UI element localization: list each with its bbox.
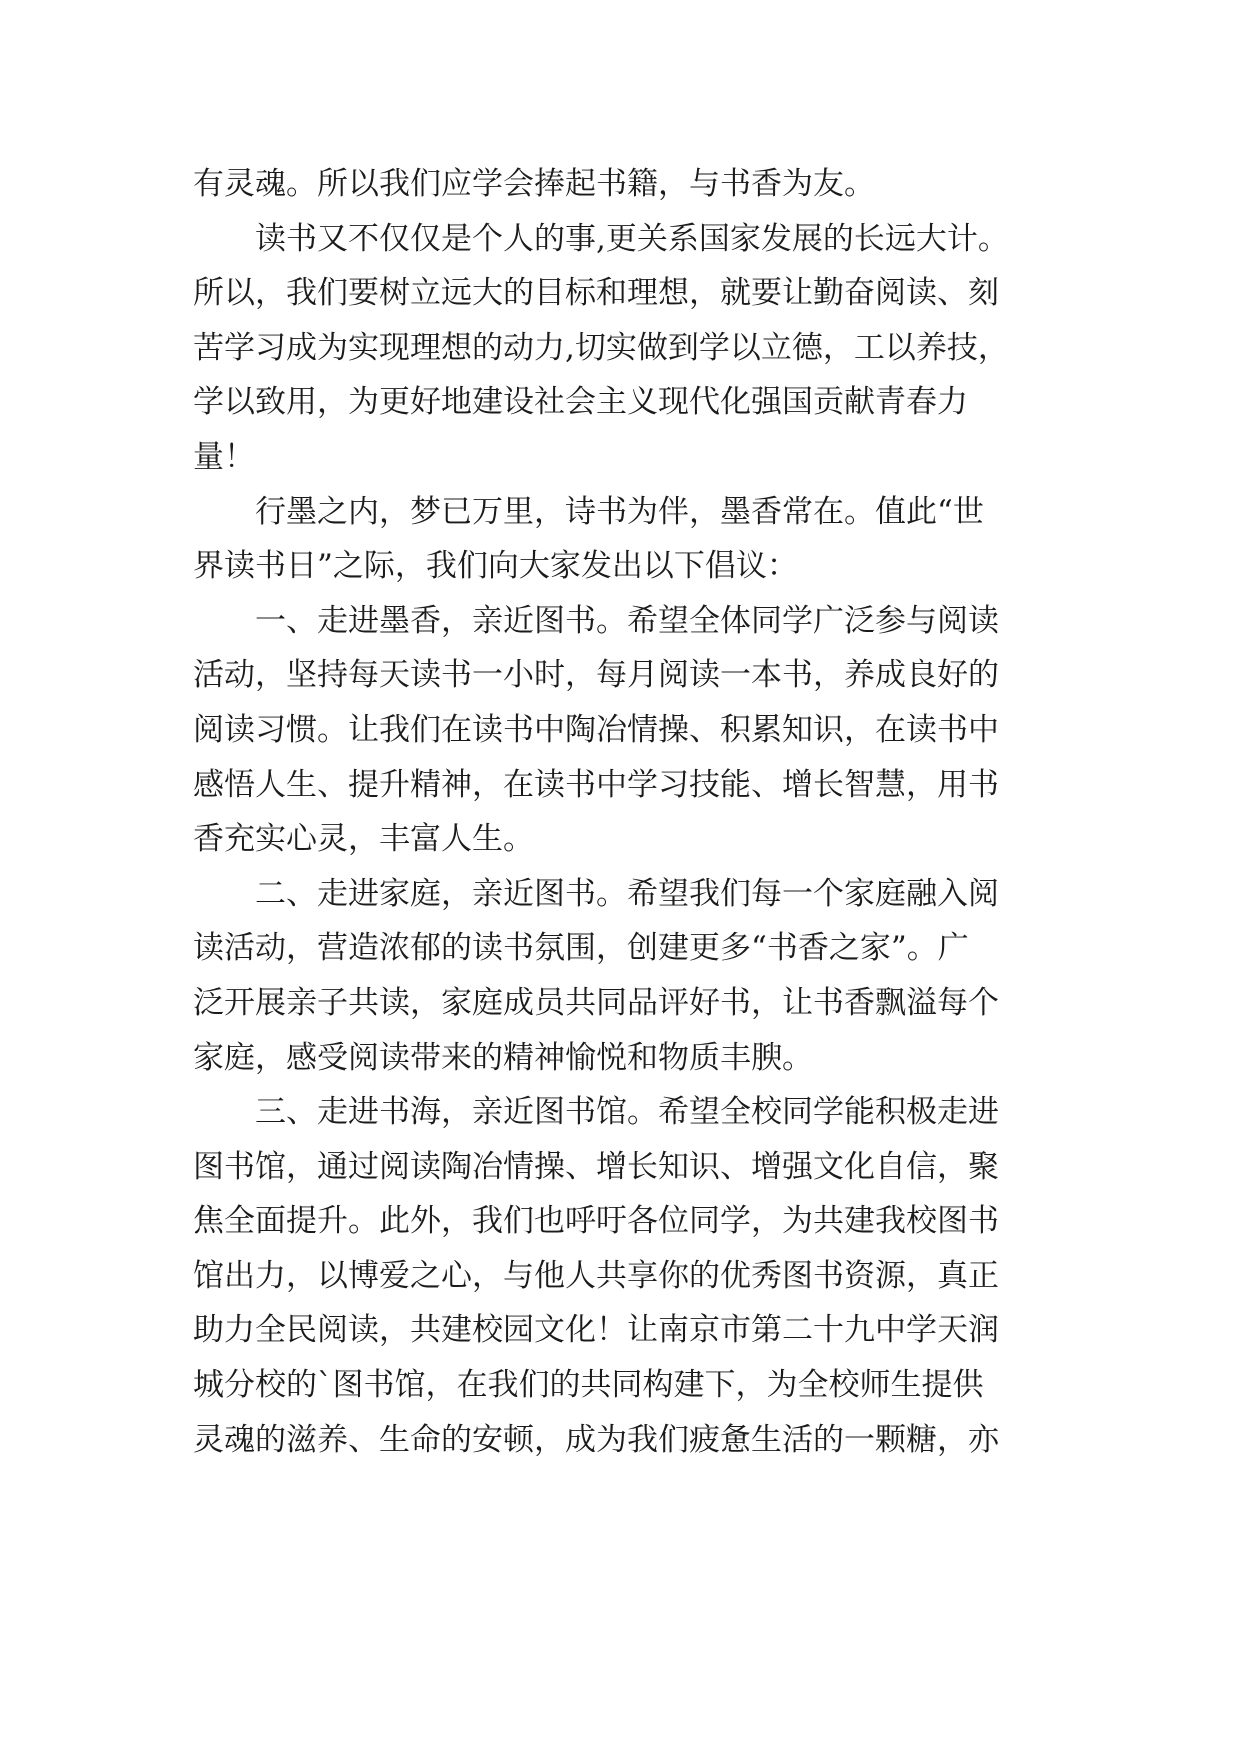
text-line: 一、走进墨香，亲近图书。希望全体同学广泛参与阅读 — [255, 602, 999, 639]
text-line: 有灵魂。所以我们应学会捧起书籍，与书香为友。 — [193, 166, 875, 202]
text-line: 三、走进书海，亲近图书馆。希望全校同学能积极走进 — [255, 1094, 999, 1131]
text-line: 活动，坚持每天读书一小时，每月阅读一本书，养成良好的 — [193, 657, 999, 694]
text-line: 学以致用，为更好地建设社会主义现代化强国贡献青春力 — [193, 384, 968, 421]
text-line: 量！ — [193, 438, 255, 475]
text-line: 行墨之内，梦已万里，诗书为伴，墨香常在。值此“世 — [255, 493, 984, 530]
text-line: 馆出力，以博爱之心，与他人共享你的优秀图书资源，真正 — [193, 1257, 999, 1294]
text-line: 城分校的`图书馆，在我们的共同构建下，为全校师生提供 — [193, 1367, 984, 1404]
text-line: 灵魂的滋养、生命的安顿，成为我们疲惫生活的一颗糖，亦 — [193, 1421, 999, 1458]
text-line: 苦学习成为实现理想的动力,切实做到学以立德，工以养技， — [193, 329, 1009, 366]
text-line: 焦全面提升。此外，我们也呼吁各位同学，为共建我校图书 — [193, 1203, 999, 1240]
text-line: 家庭，感受阅读带来的精神愉悦和物质丰腴。 — [193, 1039, 813, 1076]
text-line: 所以，我们要树立远大的目标和理想，就要让勤奋阅读、刻 — [193, 275, 999, 312]
text-line: 读活动，营造浓郁的读书氛围，创建更多“书香之家”。广 — [193, 930, 969, 967]
text-line: 读书又不仅仅是个人的事,更关系国家发展的长远大计。 — [255, 220, 1009, 257]
body-text — [193, 157, 1073, 1467]
text-line: 泛开展亲子共读，家庭成员共同品评好书，让书香飘溢每个 — [193, 984, 999, 1021]
text-line: 图书馆，通过阅读陶冶情操、增长知识、增强文化自信，聚 — [193, 1148, 999, 1185]
text-line: 香充实心灵，丰富人生。 — [193, 821, 534, 858]
text-line: 阅读习惯。让我们在读书中陶冶情操、积累知识，在读书中 — [193, 711, 999, 748]
text-line: 感悟人生、提升精神，在读书中学习技能、增长智慧，用书 — [193, 766, 999, 803]
text-line: 界读书日”之际，我们向大家发出以下倡议： — [193, 548, 798, 585]
text-line: 助力全民阅读，共建校园文化！让南京市第二十九中学天润 — [193, 1312, 999, 1349]
text-line: 二、走进家庭，亲近图书。希望我们每一个家庭融入阅 — [255, 875, 999, 912]
